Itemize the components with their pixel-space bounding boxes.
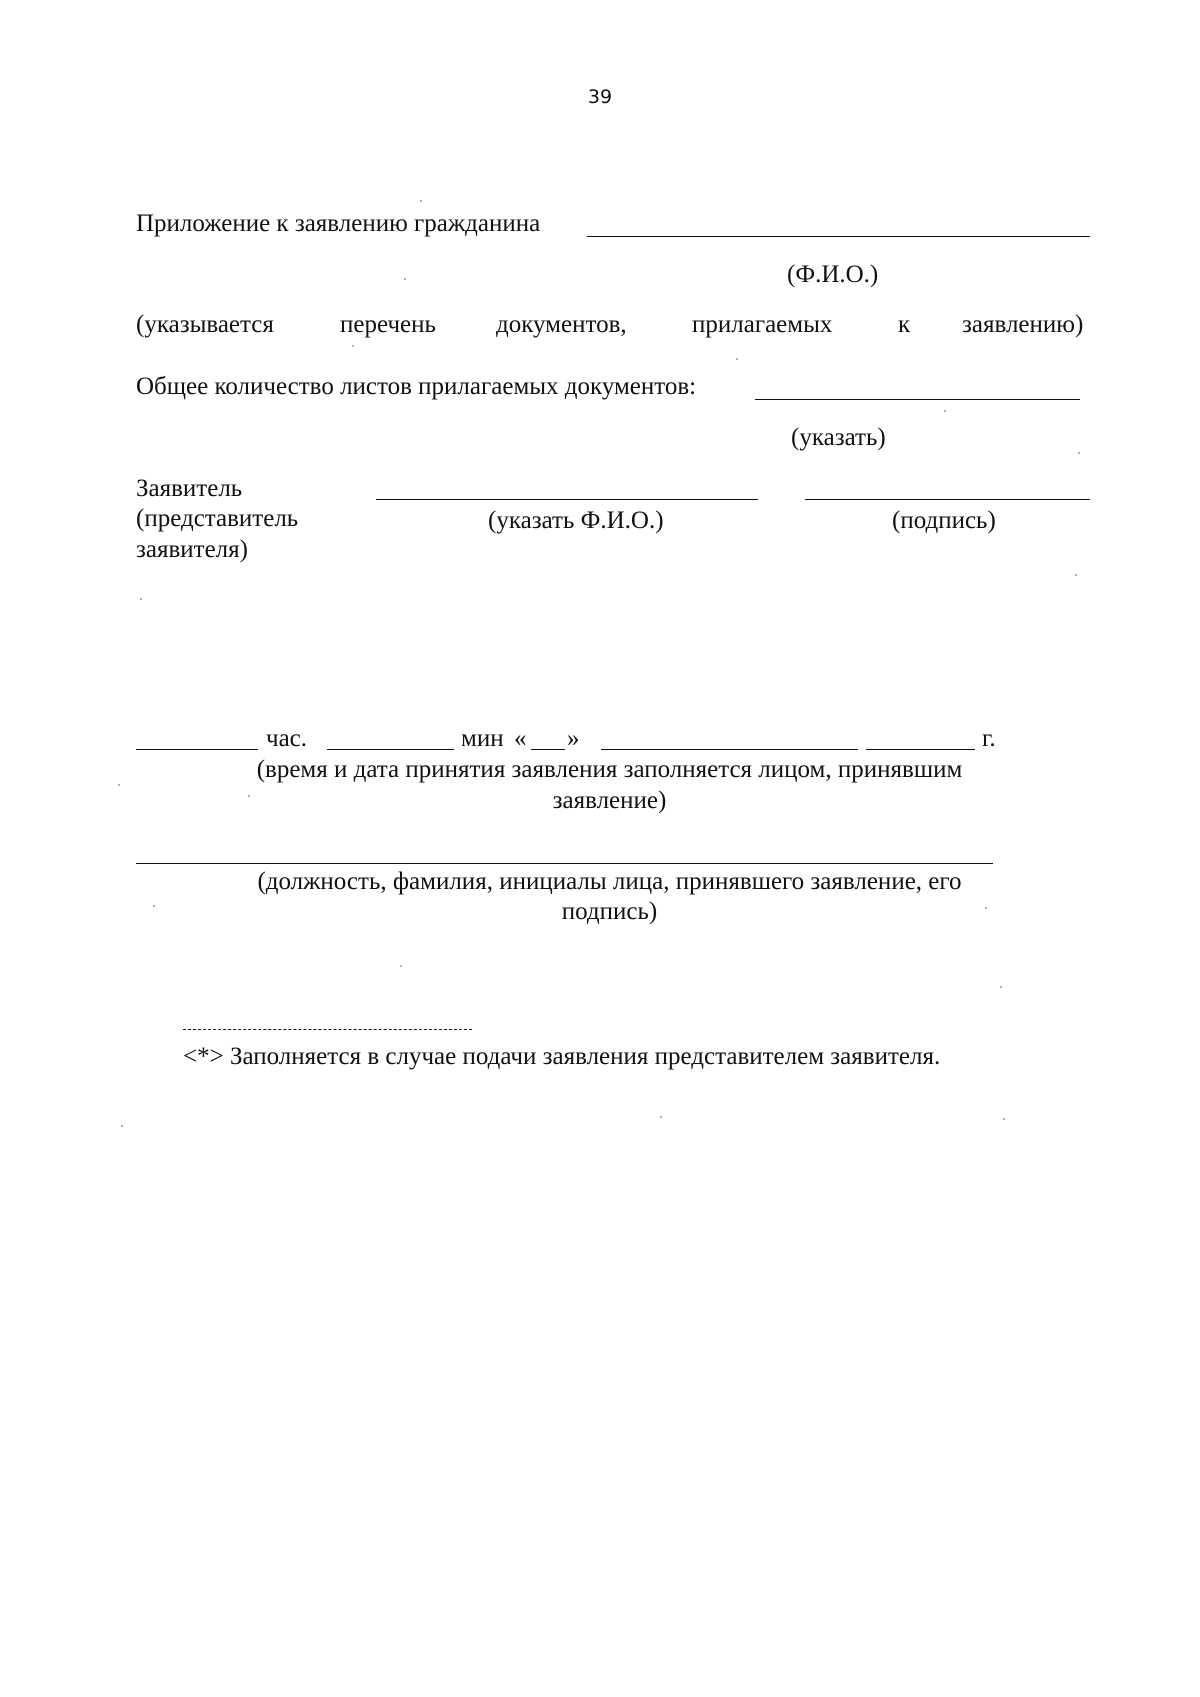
applicant-representative-label: (представитель <box>136 505 299 532</box>
scan-speck <box>153 905 155 907</box>
official-field[interactable] <box>136 863 993 864</box>
scan-speck <box>420 200 422 202</box>
scan-speck <box>736 358 738 360</box>
datetime-note-line2: заявление) <box>552 787 667 814</box>
scan-speck <box>400 965 402 967</box>
scan-speck <box>1075 574 1077 576</box>
scan-speck <box>944 410 946 412</box>
scan-speck <box>121 1125 123 1127</box>
hours-label: час. <box>266 725 308 752</box>
minutes-label: мин <box>461 725 504 752</box>
scan-speck <box>404 278 406 280</box>
scan-speck <box>118 784 120 786</box>
scan-speck <box>248 795 250 797</box>
month-field[interactable] <box>601 749 858 750</box>
page-number: 39 <box>587 86 613 108</box>
scan-speck <box>1078 452 1080 454</box>
scan-speck <box>1003 1118 1005 1120</box>
scan-speck <box>352 345 354 347</box>
sheet-count-field[interactable] <box>755 399 1080 400</box>
citizen-name-field[interactable] <box>587 236 1090 237</box>
scan-speck <box>660 1116 662 1118</box>
scan-speck <box>985 907 987 909</box>
scan-speck <box>1000 986 1002 988</box>
documents-list-word: документов, <box>496 311 627 338</box>
year-label: г. <box>982 725 996 752</box>
datetime-note-line1: (время и дата принятия заявления заполняется лицом, принявшим <box>256 756 963 783</box>
sheet-count-caption: (указать) <box>791 424 886 451</box>
documents-list-word: к <box>898 311 911 338</box>
quote-open: « <box>514 725 527 752</box>
hours-field[interactable] <box>136 749 258 750</box>
year-field[interactable] <box>866 749 975 750</box>
minutes-field[interactable] <box>327 749 454 750</box>
documents-list-word: заявлению) <box>962 311 1084 338</box>
official-caption-line1: (должность, фамилия, инициалы лица, принявшего заявление, его <box>257 868 962 895</box>
applicant-signature-caption: (подпись) <box>892 507 996 534</box>
sheet-count-label: Общее количество листов прилагаемых документов: <box>136 373 697 400</box>
applicant-fio-caption: (указать Ф.И.О.) <box>488 507 664 534</box>
official-caption-line2: подпись) <box>561 898 658 925</box>
documents-list-word: (указывается <box>136 311 274 338</box>
footnote-text: <*> Заполняется в случае подачи заявления представителем заявителя. <box>183 1043 941 1070</box>
applicant-label: Заявитель <box>136 475 243 502</box>
appendix-label: Приложение к заявлению гражданина <box>136 210 541 237</box>
quote-close: » <box>567 725 580 752</box>
day-field[interactable] <box>531 749 565 750</box>
documents-list-word: перечень <box>340 311 436 338</box>
applicant-fio-field[interactable] <box>376 499 758 500</box>
applicant-representative-label-cont: заявителя) <box>136 536 248 563</box>
scan-speck <box>140 598 142 600</box>
footnote-separator <box>183 1029 472 1030</box>
fio-caption: (Ф.И.О.) <box>787 261 879 288</box>
documents-list-word: прилагаемых <box>692 311 833 338</box>
applicant-signature-field[interactable] <box>805 499 1090 500</box>
